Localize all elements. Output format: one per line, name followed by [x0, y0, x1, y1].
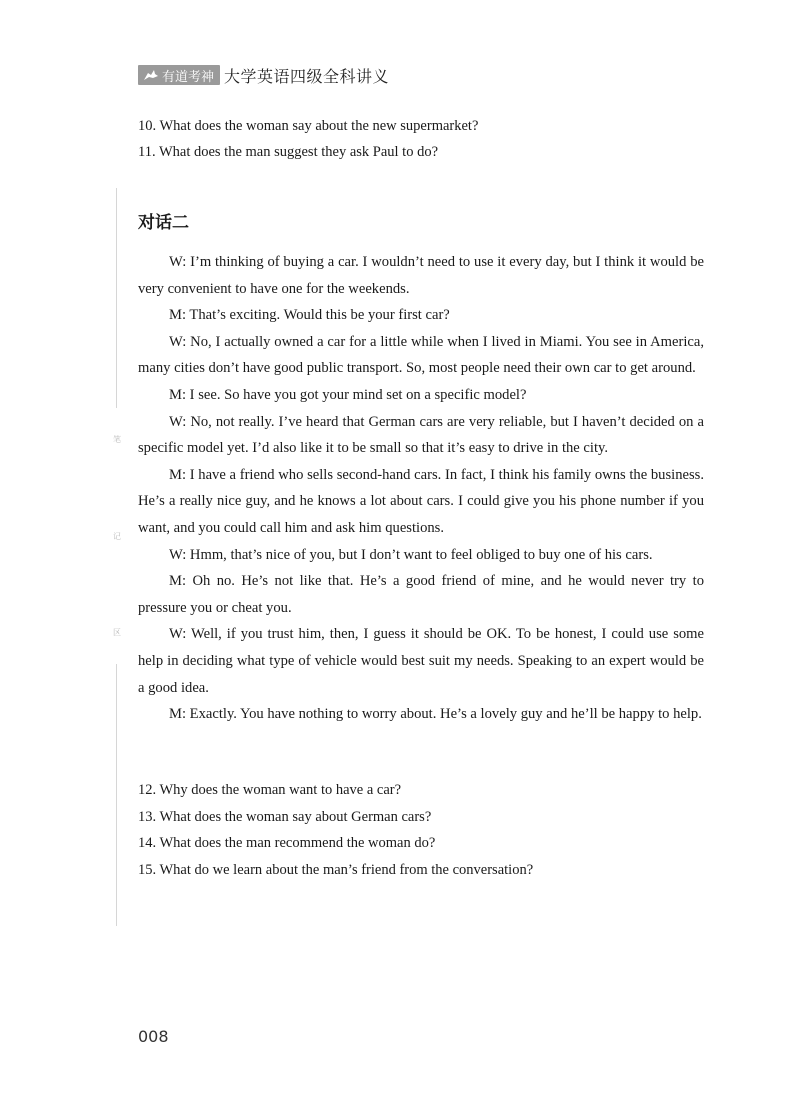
margin-note-char-2: 记	[113, 532, 121, 541]
dialogue-text	[138, 249, 704, 728]
margin-note-char-1: 笔	[113, 435, 121, 444]
dialogue-line: W: Well, if you trust him, then, I guess it should be OK. To be honest, I could use some help in deciding what type of vehicle would best suit my needs. Speaking to an expert would be a good idea.	[138, 626, 704, 696]
margin-note-char-3: 区	[113, 628, 121, 637]
dialogue-line: M: Oh no. He’s not like that. He’s a good friend of mine, and he would never try to pressure you or cheat you.	[138, 573, 704, 616]
dialogue-line: M: I have a friend who sells second-hand cars. In fact, I think his family owns the business. He’s a really nice guy, and he knows a lot about cars. I could give you his phone number if you want, and you could call him and ask him questions.	[138, 466, 704, 536]
question-14: 14. What does the man recommend the woman do?	[138, 835, 436, 851]
dialogue-line: M: Exactly. You have nothing to worry about. He’s a lovely guy and he’ll be happy to help.	[169, 706, 702, 723]
dialogue-line: W: No, I actually owned a car for a little while when I lived in Miami. You see in America, many cities don’t have good public transport. So, most people need their own car to get around.	[138, 333, 704, 377]
margin-rule-top	[116, 188, 117, 408]
question-12: 12. Why does the woman want to have a car?	[138, 782, 402, 798]
dialogue-line: M: I see. So have you got your mind set on a specific model?	[169, 386, 527, 403]
brand-badge	[138, 65, 220, 85]
section-title: 对话二	[138, 213, 189, 233]
page-number: 008	[138, 1027, 169, 1046]
dialogue-line: W: Hmm, that’s nice of you, but I don’t want to feel obliged to buy one of his cars.	[169, 546, 653, 563]
question-10: 10. What does the woman say about the new supermarket?	[138, 118, 479, 134]
margin-rule-bottom	[116, 664, 117, 926]
dialogue-line: M: That’s exciting. Would this be your first car?	[169, 307, 450, 324]
question-13: 13. What does the woman say about German cars?	[138, 809, 432, 825]
brand-name: 有道考神	[162, 69, 215, 85]
dialogue-line: W: I’m thinking of buying a car. I wouldn’t need to use it every day, but I think it would be very convenient to have one for the weekends.	[138, 254, 704, 297]
page-header	[138, 64, 389, 86]
book-title: 大学英语四级全科讲义	[224, 66, 390, 86]
question-15: 15. What do we learn about the man’s friend from the conversation?	[138, 862, 534, 878]
dialogue-line: W: No, not really. I’ve heard that German cars are very reliable, but I haven’t decided on a specific model yet. I’d also like it to be small so that it’s easy to drive in the city.	[138, 413, 704, 457]
question-11: 11. What does the man suggest they ask Paul to do?	[138, 144, 439, 160]
fox-logo-icon	[143, 69, 159, 81]
